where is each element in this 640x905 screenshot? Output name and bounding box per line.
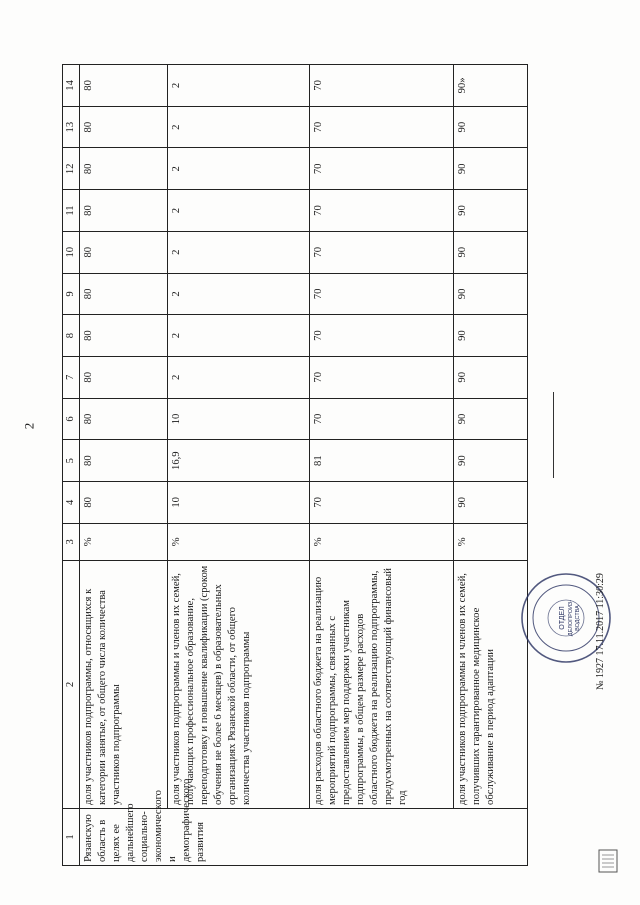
page-number: 2 <box>21 422 37 430</box>
header-cell: 6 <box>63 398 80 440</box>
header-cell: 11 <box>63 190 80 232</box>
value-cell: 2 <box>168 190 310 232</box>
indicator-text: доля участников подпрограммы и членов их семей, получивших гарантированное медицинское обслуживание в период адаптации <box>454 560 528 808</box>
value-cell: 90 <box>454 190 528 232</box>
value-cell: 70 <box>310 315 454 357</box>
value-cell: 80 <box>80 106 168 148</box>
value-cell: 80 <box>80 356 168 398</box>
indicator-text: доля расходов областного бюджета на реализацию мероприятий подпрограммы, связанных с предоставлением мер поддержки участникам подпрограммы, в общем размере расходов областного бюджета на реализацию подпрограммы, предусмотренных на соответствующий финансовый год <box>310 560 454 808</box>
value-cell: 70 <box>310 190 454 232</box>
value-cell: 70 <box>310 482 454 524</box>
region-cell: Рязанскую область в целях ее дальнейшего социально-экономического и демографического развития <box>80 808 528 865</box>
indicator-text: доля участников подпрограммы, относящихся к категории занятые, от общего числа количества участников подпрограммы <box>80 560 168 808</box>
svg-text:ДЕЛОПРОИЗ-: ДЕЛОПРОИЗ- <box>568 599 574 637</box>
header-cell: 12 <box>63 148 80 190</box>
header-cell: 10 <box>63 231 80 273</box>
header-cell: 14 <box>63 65 80 107</box>
value-cell: 70 <box>310 398 454 440</box>
svg-text:ОТДЕЛ: ОТДЕЛ <box>559 606 566 630</box>
value-cell: 81 <box>310 440 454 482</box>
table-row <box>310 65 454 866</box>
header-cell: 4 <box>63 482 80 524</box>
header-cell: 5 <box>63 440 80 482</box>
value-cell: 70 <box>310 273 454 315</box>
value-cell: 10 <box>168 398 310 440</box>
table-row <box>168 65 310 866</box>
header-cell: 9 <box>63 273 80 315</box>
indicator-text: доля участников подпрограммы и членов их семей, получающих профессиональное образование, переподготовку и повышение квалификации (сроком обучения не более 6 месяцев) в образовательных организациях Рязанской области, от общего количества участников подпрограммы <box>168 560 310 808</box>
value-cell: 2 <box>168 356 310 398</box>
value-cell: 90 <box>454 440 528 482</box>
value-cell: 90 <box>454 482 528 524</box>
value-cell: 90 <box>454 231 528 273</box>
value-cell: 80 <box>80 482 168 524</box>
value-cell: 70 <box>310 356 454 398</box>
value-cell: 80 <box>80 148 168 190</box>
unit-cell: % <box>80 523 168 560</box>
value-cell: 10 <box>168 482 310 524</box>
value-cell: 90 <box>454 273 528 315</box>
unit-cell: % <box>168 523 310 560</box>
value-cell: 2 <box>168 106 310 148</box>
value-cell: 2 <box>168 65 310 107</box>
header-cell: 3 <box>63 523 80 560</box>
unit-cell: % <box>454 523 528 560</box>
value-cell: 80 <box>80 398 168 440</box>
value-cell: 90 <box>454 106 528 148</box>
value-cell: 2 <box>168 231 310 273</box>
unit-cell: % <box>310 523 454 560</box>
value-cell: 70 <box>310 231 454 273</box>
header-row <box>63 65 80 866</box>
value-cell: 70 <box>310 65 454 107</box>
svg-text:ВОДСТВА: ВОДСТВА <box>575 605 581 631</box>
value-cell: 2 <box>168 148 310 190</box>
header-cell: 1 <box>63 808 80 865</box>
value-cell: 2 <box>168 315 310 357</box>
value-cell: 70 <box>310 106 454 148</box>
value-cell: 80 <box>80 65 168 107</box>
value-cell: 90 <box>454 356 528 398</box>
header-cell: 2 <box>63 560 80 808</box>
indicators-table <box>62 64 528 866</box>
value-cell: 90» <box>454 65 528 107</box>
value-cell: 16,9 <box>168 440 310 482</box>
table-row <box>80 65 168 866</box>
rotated-table-wrapper <box>62 64 526 866</box>
header-cell: 8 <box>63 315 80 357</box>
value-cell: 90 <box>454 398 528 440</box>
table-row <box>454 65 528 866</box>
value-cell: 70 <box>310 148 454 190</box>
value-cell: 80 <box>80 190 168 232</box>
value-cell: 90 <box>454 315 528 357</box>
header-cell: 7 <box>63 356 80 398</box>
value-cell: 90 <box>454 148 528 190</box>
registration-note: № 1927 17.11.2017 11:30:29 <box>595 573 606 690</box>
value-cell: 2 <box>168 273 310 315</box>
value-cell: 80 <box>80 440 168 482</box>
value-cell: 80 <box>80 231 168 273</box>
value-cell: 80 <box>80 315 168 357</box>
value-cell: 80 <box>80 273 168 315</box>
signature-line <box>553 392 554 478</box>
header-cell: 13 <box>63 106 80 148</box>
emblem-icon <box>596 846 620 876</box>
